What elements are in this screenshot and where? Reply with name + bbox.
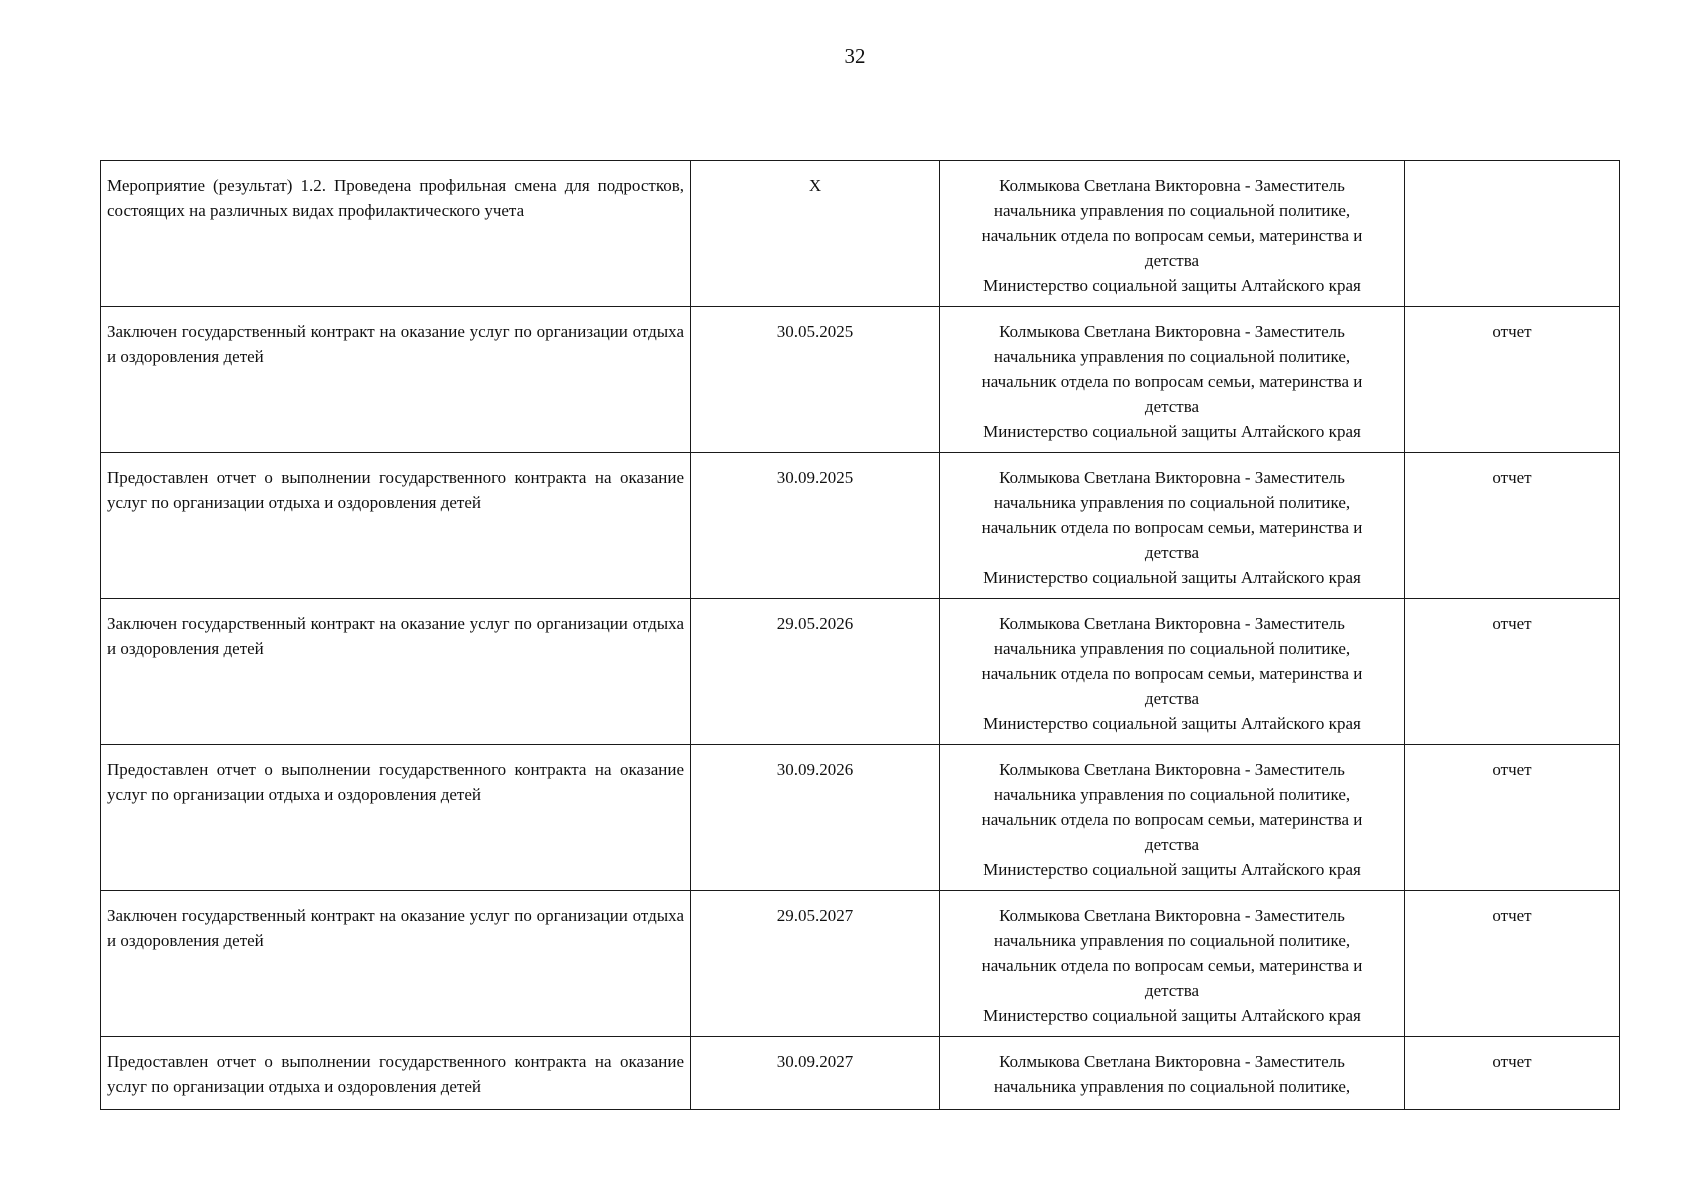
responsible-line: детства (1144, 981, 1200, 1000)
responsible-line: Колмыкова Светлана Викторовна - Заместитель (999, 614, 1345, 633)
responsible-line: начальника управления по социальной политике, (993, 493, 1351, 512)
responsible-line: начальник отдела по вопросам семьи, материнства и (981, 810, 1363, 829)
responsible-line: детства (1144, 543, 1200, 562)
responsible-line: Колмыкова Светлана Викторовна - Заместитель (999, 760, 1345, 779)
table-row (101, 599, 1620, 745)
responsible-line: Министерство социальной защиты Алтайского края (983, 276, 1361, 295)
responsible-line: начальника управления по социальной политике, (993, 639, 1351, 658)
document-cell (1405, 161, 1620, 307)
responsible-cell (940, 891, 1405, 1037)
event-cell: Мероприятие (результат) 1.2. Проведена профильная смена для подростков, состоящих на различных видах профилактического учета (101, 161, 691, 307)
table-row (101, 453, 1620, 599)
responsible-cell (940, 745, 1405, 891)
event-cell: Предоставлен отчет о выполнении государственного контракта на оказание услуг по организации отдыха и оздоровления детей (101, 745, 691, 891)
responsible-line: детства (1144, 689, 1200, 708)
date-cell: 29.05.2026 (691, 599, 940, 745)
responsible-line: Колмыкова Светлана Викторовна - Заместитель (999, 468, 1345, 487)
responsible-cell (940, 1037, 1405, 1110)
table-row (101, 1037, 1620, 1110)
document-cell: отчет (1405, 453, 1620, 599)
responsible-line: начальник отдела по вопросам семьи, материнства и (981, 664, 1363, 683)
responsible-cell (940, 599, 1405, 745)
date-cell: 30.09.2027 (691, 1037, 940, 1110)
responsible-line: Колмыкова Светлана Викторовна - Заместитель (999, 906, 1345, 925)
responsible-line: начальника управления по социальной политике, (993, 347, 1351, 366)
responsible-line: Министерство социальной защиты Алтайского края (983, 568, 1361, 587)
document-cell: отчет (1405, 599, 1620, 745)
responsible-line: детства (1144, 835, 1200, 854)
implementation-plan-table (100, 160, 1620, 1110)
responsible-line: Колмыкова Светлана Викторовна - Заместитель (999, 176, 1345, 195)
event-cell: Заключен государственный контракт на оказание услуг по организации отдыха и оздоровления детей (101, 891, 691, 1037)
event-cell: Заключен государственный контракт на оказание услуг по организации отдыха и оздоровления детей (101, 307, 691, 453)
event-cell: Заключен государственный контракт на оказание услуг по организации отдыха и оздоровления детей (101, 599, 691, 745)
responsible-cell (940, 161, 1405, 307)
date-cell: 29.05.2027 (691, 891, 940, 1037)
table-row (101, 161, 1620, 307)
responsible-line: начальник отдела по вопросам семьи, материнства и (981, 226, 1363, 245)
responsible-line: начальник отдела по вопросам семьи, материнства и (981, 956, 1363, 975)
responsible-cell (940, 453, 1405, 599)
document-cell: отчет (1405, 891, 1620, 1037)
page-number: 32 (844, 44, 866, 68)
responsible-line: начальник отдела по вопросам семьи, материнства и (981, 372, 1363, 391)
table-row (101, 891, 1620, 1037)
event-cell: Предоставлен отчет о выполнении государственного контракта на оказание услуг по организации отдыха и оздоровления детей (101, 453, 691, 599)
date-cell: 30.09.2026 (691, 745, 940, 891)
responsible-line: Министерство социальной защиты Алтайского края (983, 714, 1361, 733)
responsible-cell (940, 307, 1405, 453)
document-cell: отчет (1405, 307, 1620, 453)
date-cell: X (691, 161, 940, 307)
responsible-line: начальника управления по социальной политике, (993, 201, 1351, 220)
responsible-line: начальника управления по социальной политике, (993, 1077, 1351, 1096)
responsible-line: Колмыкова Светлана Викторовна - Заместитель (999, 322, 1345, 341)
date-cell: 30.05.2025 (691, 307, 940, 453)
responsible-line: начальника управления по социальной политике, (993, 931, 1351, 950)
event-cell: Предоставлен отчет о выполнении государственного контракта на оказание услуг по организации отдыха и оздоровления детей (101, 1037, 691, 1110)
document-cell: отчет (1405, 745, 1620, 891)
responsible-line: Министерство социальной защиты Алтайского края (983, 1006, 1361, 1025)
table-row (101, 307, 1620, 453)
responsible-line: Министерство социальной защиты Алтайского края (983, 860, 1361, 879)
responsible-line: начальник отдела по вопросам семьи, материнства и (981, 518, 1363, 537)
responsible-line: Колмыкова Светлана Викторовна - Заместитель (999, 1052, 1345, 1071)
date-cell: 30.09.2025 (691, 453, 940, 599)
responsible-line: начальника управления по социальной политике, (993, 785, 1351, 804)
document-cell: отчет (1405, 1037, 1620, 1110)
table-row (101, 745, 1620, 891)
responsible-line: детства (1144, 397, 1200, 416)
responsible-line: детства (1144, 251, 1200, 270)
responsible-line: Министерство социальной защиты Алтайского края (983, 422, 1361, 441)
